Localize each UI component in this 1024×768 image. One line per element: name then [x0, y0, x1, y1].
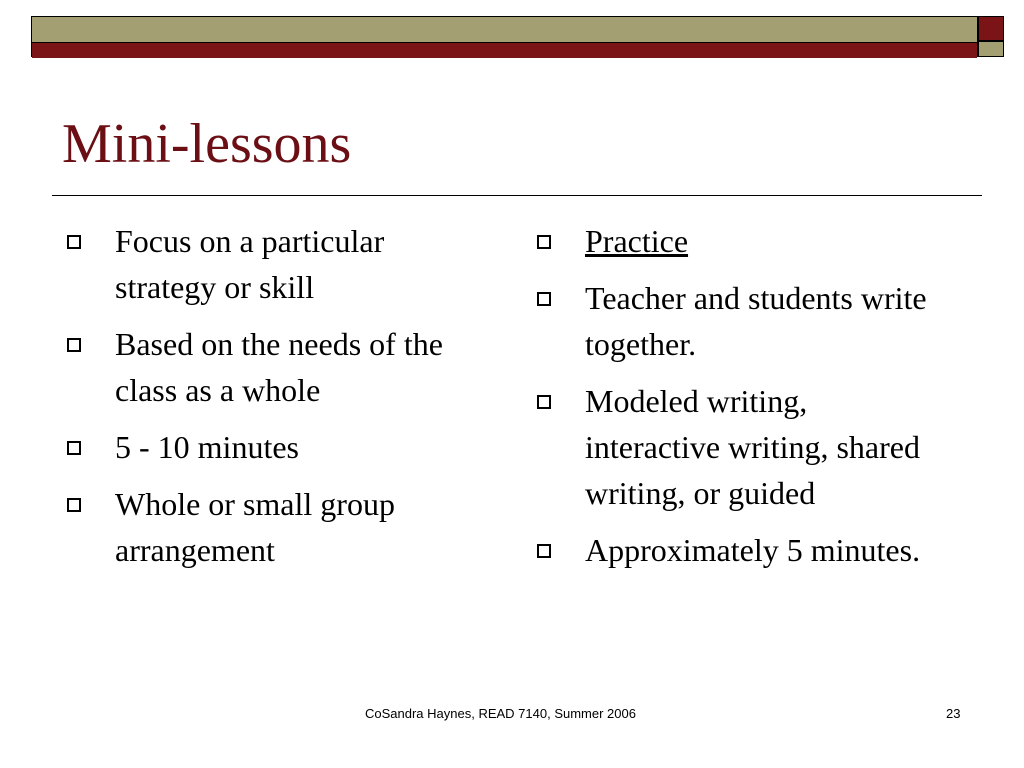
- hollow-square-bullet-icon: [537, 292, 551, 306]
- corner-olive-block: [978, 41, 1004, 57]
- footer-credit: CoSandra Haynes, READ 7140, Summer 2006: [365, 706, 636, 721]
- hollow-square-bullet-icon: [67, 441, 81, 455]
- left-bullet-list: [60, 218, 480, 584]
- list-item-heading: [530, 218, 950, 264]
- list-item: [530, 275, 950, 367]
- list-item: [60, 481, 480, 573]
- title-divider: [52, 195, 982, 196]
- hollow-square-bullet-icon: [67, 338, 81, 352]
- page-number: 23: [946, 706, 961, 721]
- list-item-text: Teacher and students write together.: [585, 280, 927, 362]
- banner-maroon-stripe: [32, 42, 977, 58]
- list-item-text: Based on the needs of the class as a whole: [115, 326, 443, 408]
- hollow-square-bullet-icon: [67, 498, 81, 512]
- list-item-text: Modeled writing, interactive writing, shared writing, or guided: [585, 383, 920, 511]
- list-item: [60, 424, 480, 470]
- banner-olive-stripe: [32, 17, 977, 42]
- hollow-square-bullet-icon: [67, 235, 81, 249]
- hollow-square-bullet-icon: [537, 235, 551, 249]
- slide-title: Mini-lessons: [62, 113, 352, 175]
- right-bullet-list: [530, 218, 950, 584]
- list-item-text: Focus on a particular strategy or skill: [115, 223, 385, 305]
- hollow-square-bullet-icon: [537, 544, 551, 558]
- list-item-text: 5 - 10 minutes: [115, 429, 299, 465]
- list-item: [60, 218, 480, 310]
- corner-maroon-block: [978, 16, 1004, 41]
- list-item-text: Approximately 5 minutes.: [585, 532, 921, 568]
- list-item: [530, 378, 950, 516]
- list-item: [60, 321, 480, 413]
- list-item-text: Whole or small group arrangement: [115, 486, 395, 568]
- header-banner: [31, 16, 978, 57]
- hollow-square-bullet-icon: [537, 395, 551, 409]
- list-item: [530, 527, 950, 573]
- practice-heading: Practice: [585, 223, 689, 259]
